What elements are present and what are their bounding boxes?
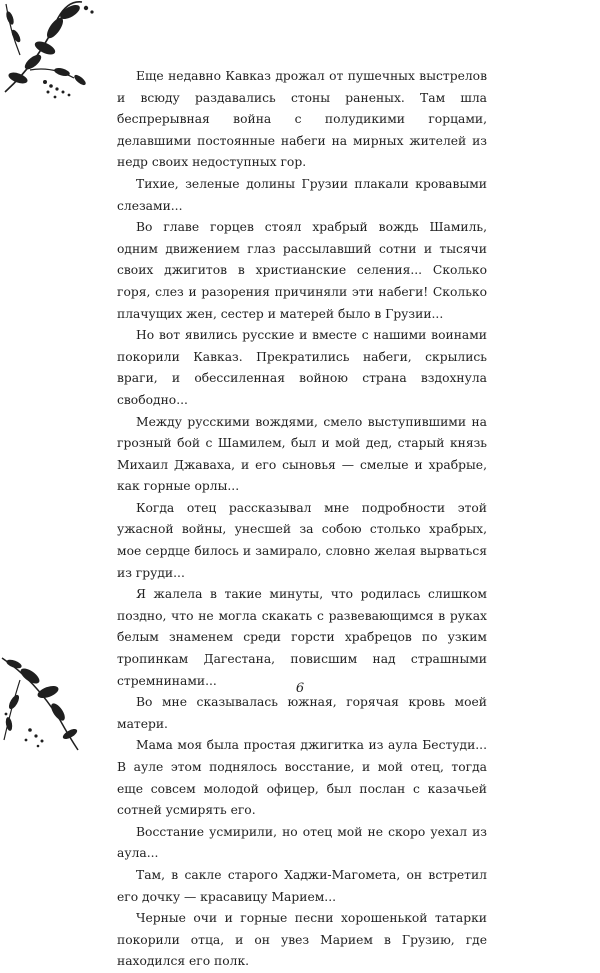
paragraph: Там, в сакле старого Хаджи-Магомета, он встретил его дочку — красавицу Марием...	[117, 867, 487, 904]
page-number: 6	[295, 681, 305, 696]
paragraph: Во главе горцев стоял храбрый вождь Шамиль, одним движением глаз рассылавший сотни и тысячи своих джигитов в христианские селения... Сколько горя, слез и разорения причиняли эти набеги! Сколько плачущих жен, сестер и матерей было в Грузии...	[117, 220, 487, 321]
paragraph: Во мне сказывалась южная, горячая кровь моей матери.	[117, 695, 487, 731]
paragraph: Черные очи и горные песни хорошенькой татарки покорили отца, и он увез Марием в Грузию, где находился его полк.	[117, 911, 487, 969]
botanical-ornament-top-icon	[0, 0, 110, 105]
paragraph: Тихие, зеленые долины Грузии плакали кровавыми слезами...	[117, 176, 487, 213]
body-text	[117, 66, 487, 973]
paragraph: Мама моя была простая джигитка из аула Бестуди... В ауле этом поднялось восстание, и мой отец, тогда еще совсем молодой офицер, был послан с казачьей сотней усмирять его.	[117, 738, 487, 818]
botanical-ornament-bottom-icon	[0, 650, 95, 750]
paragraph: Еще недавно Кавказ дрожал от пушечных выстрелов и всюду раздавались стоны раненых. Там шла беспрерывная война с полудикими горцами, делавшими постоянные набеги на мирных жителей из недр своих недоступных гор.	[117, 69, 487, 170]
paragraph: Восстание усмирили, но отец мой не скоро уехал из аула...	[117, 824, 487, 861]
paragraph: Когда отец рассказывал мне подробности этой ужасной войны, унесшей за собою столько храбрых, мое сердце билось и замирало, словно желая вырваться из груди...	[117, 500, 487, 580]
paragraph: Я жалела в такие минуты, что родилась слишком поздно, что не могла скакать с развевающимся в руках белым знаменем среди горсти храбрецов по узким тропинкам Дагестана, повисшим над страшными стремнинами...	[117, 587, 487, 688]
paragraph: Между русскими вождями, смело выступившими на грозный бой с Шамилем, был и мой дед, старый князь Михаил Джаваха, и его сыновья — смелые и храбрые, как горные орлы...	[117, 414, 487, 494]
paragraph: Но вот явились русские и вместе с нашими воинами покорили Кавказ. Прекратились набеги, скрылись враги, и обессиленная войною страна вздохнула свободно...	[117, 328, 487, 407]
